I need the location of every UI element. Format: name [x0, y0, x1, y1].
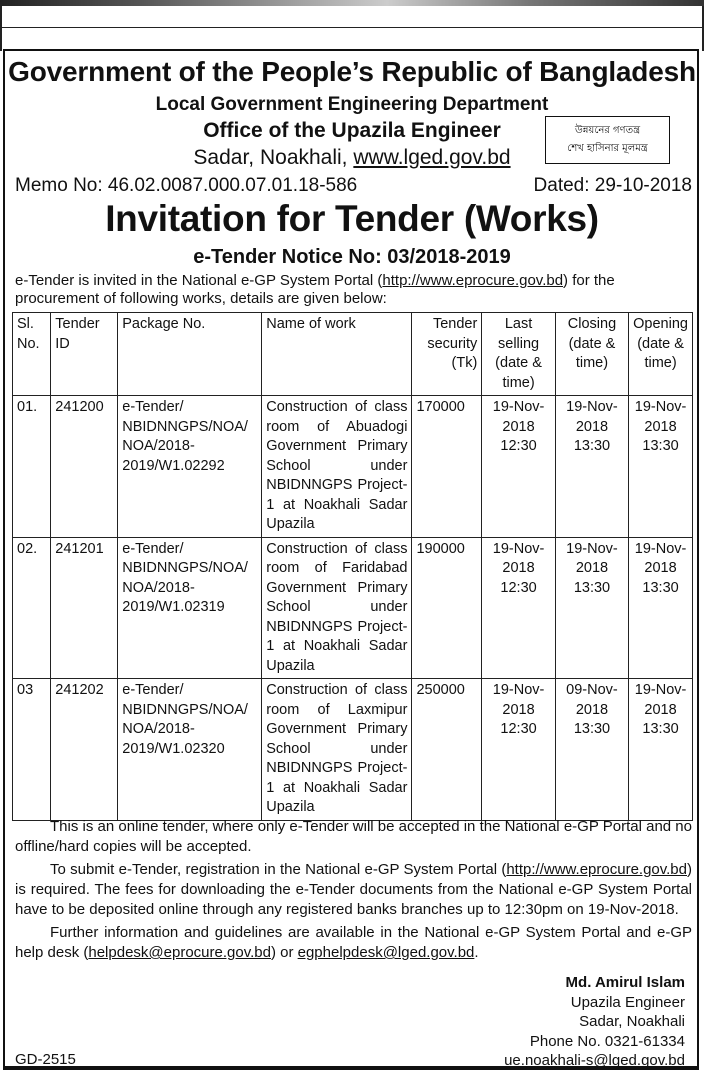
works-table	[12, 312, 693, 821]
department-title: Local Government Engineering Department	[155, 94, 549, 115]
cell-name: Construction of class room of Abuadogi Government Primary School under NBIDNNGPS Project-1 at Noakhali Sadar Upazila	[262, 396, 412, 538]
signatory-name: Md. Amirul Islam	[565, 974, 685, 991]
cell-security: 170000	[412, 396, 482, 538]
intro-suffix: ) for the procurement of following works, details are given below:	[15, 272, 615, 307]
table-row	[13, 679, 693, 821]
cell-tender-id: 241201	[51, 537, 118, 679]
cell-name: Construction of class room of Laxmipur Government Primary School under NBIDNNGPS Project-1 at Noakhali Sadar Upazila	[262, 679, 412, 821]
footer-code: GD-2515	[15, 1051, 76, 1068]
th-last-selling: Last selling (date & time)	[482, 313, 556, 396]
left-rule	[0, 6, 2, 51]
cell-last-selling: 19-Nov-2018 12:30	[482, 396, 556, 538]
paragraph-registration	[15, 860, 692, 920]
intro-text	[15, 272, 692, 308]
table-row	[13, 537, 693, 679]
location-text: Sadar, Noakhali,	[193, 146, 354, 169]
cell-opening: 19-Nov-2018 13:30	[629, 679, 693, 821]
eprocure-link[interactable]: http://www.eprocure.gov.bd	[382, 272, 564, 289]
th-tender-id: Tender ID	[51, 313, 118, 396]
cell-sl: 02.	[13, 537, 51, 679]
cell-opening: 19-Nov-2018 13:30	[629, 396, 693, 538]
memo-number: Memo No: 46.02.0087.000.07.01.18-586	[15, 175, 358, 196]
memo-date: Dated: 29-10-2018	[533, 175, 692, 196]
th-sl: Sl. No.	[13, 313, 51, 396]
signature-block	[504, 973, 685, 1071]
p3-mid: ) or	[270, 944, 298, 961]
table-header-row	[13, 313, 693, 396]
p2-prefix: To submit e-Tender, registration in the National e-GP System Portal (	[50, 861, 507, 878]
cell-security: 190000	[412, 537, 482, 679]
cell-package: e-Tender/ NBIDNNGPS/NOA/ NOA/2018-2019/W1.02319	[118, 537, 262, 679]
cell-tender-id: 241202	[51, 679, 118, 821]
slogan-line-1: উন্নয়নের গণতন্ত্র	[574, 125, 641, 136]
table-row	[13, 396, 693, 538]
signatory-designation: Upazila Engineer	[570, 993, 685, 1011]
p3-suffix: .	[474, 944, 479, 961]
eprocure-link-2[interactable]: http://www.eprocure.gov.bd	[506, 861, 687, 878]
top-rule	[0, 27, 704, 28]
paragraph-online-tender	[15, 817, 692, 857]
slogan-box	[545, 116, 670, 164]
cell-package: e-Tender/ NBIDNNGPS/NOA/ NOA/2018-2019/W1.02320	[118, 679, 262, 821]
cell-tender-id: 241200	[51, 396, 118, 538]
cell-closing: 19-Nov-2018 13:30	[555, 537, 628, 679]
cell-package: e-Tender/ NBIDNNGPS/NOA/ NOA/2018-2019/W1.02292	[118, 396, 262, 538]
slogan-line-2: শেখ হাসিনার মূলমন্ত্র	[567, 143, 648, 154]
p3-prefix: Further information and guidelines are available in the National e-GP System Portal and e-GP help desk (	[15, 924, 692, 961]
th-closing: Closing (date & time)	[555, 313, 628, 396]
office-title: Office of the Upazila Engineer	[203, 119, 501, 142]
newspaper-top-strip	[0, 0, 704, 6]
notice-number: e-Tender Notice No: 03/2018-2019	[193, 246, 511, 268]
th-package: Package No.	[118, 313, 262, 396]
signatory-email: ue.noakhali-s@lged.gov.bd	[504, 1052, 685, 1069]
signatory-phone: Phone No. 0321-61334	[529, 1032, 685, 1050]
intro-prefix: e-Tender is invited in the National e-GP System Portal (	[15, 272, 383, 289]
page-title: Invitation for Tender (Works)	[105, 198, 599, 239]
cell-opening: 19-Nov-2018 13:30	[629, 537, 693, 679]
p2-suffix: ) is required. The fees for downloading the e-Tender documents from the National e-GP System Portal have to be deposited online through any registered banks branches up to 12:30pm on 19-Nov-2018.	[15, 861, 692, 918]
signatory-office: Sadar, Noakhali	[579, 1013, 685, 1030]
th-name: Name of work	[262, 313, 412, 396]
website-link[interactable]: www.lged.gov.bd	[353, 146, 511, 169]
cell-closing: 19-Nov-2018 13:30	[555, 396, 628, 538]
govt-title: Government of the People’s Republic of Bangladesh	[8, 56, 696, 87]
cell-sl: 01.	[13, 396, 51, 538]
egp-helpdesk-email-link[interactable]: egphelpdesk@lged.gov.bd	[297, 944, 475, 961]
cell-last-selling: 19-Nov-2018 12:30	[482, 679, 556, 821]
th-opening: Opening (date & time)	[629, 313, 693, 396]
cell-closing: 09-Nov-2018 13:30	[555, 679, 628, 821]
helpdesk-email-link[interactable]: helpdesk@eprocure.gov.bd	[88, 944, 271, 961]
paragraph-helpdesk	[15, 923, 692, 963]
cell-name: Construction of class room of Faridabad Government Primary School under NBIDNNGPS Project-1 at Noakhali Sadar Upazila	[262, 537, 412, 679]
cell-last-selling: 19-Nov-2018 12:30	[482, 537, 556, 679]
cell-security: 250000	[412, 679, 482, 821]
th-security: Tender security (Tk)	[412, 313, 482, 396]
p1-text: This is an online tender, where only e-Tender will be accepted in the National e-GP Portal and no offline/hard copies will be accepted.	[15, 818, 692, 855]
cell-sl: 03	[13, 679, 51, 821]
